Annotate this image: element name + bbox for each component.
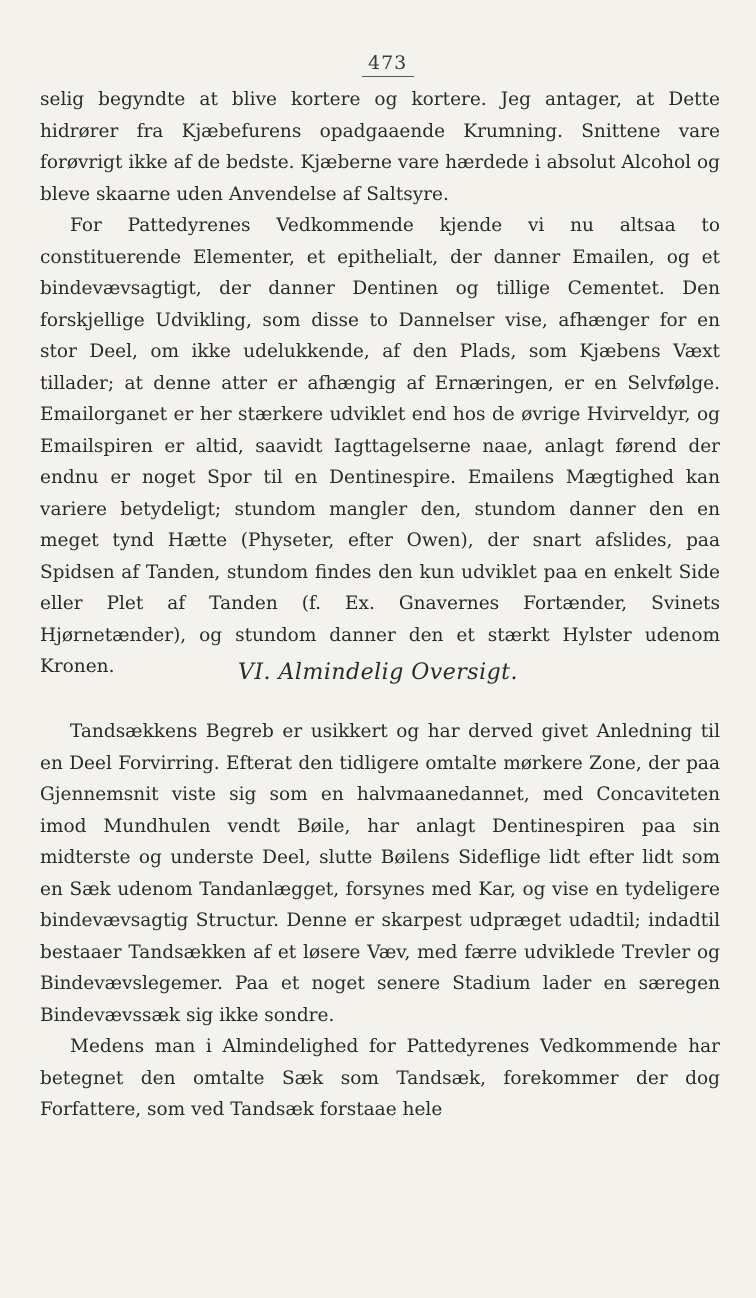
paragraph-continued: selig begyndte at blive kortere og kortere. Jeg antager, at Dette hidrører fra Kjæbefurens opadgaaende Krumning. Snittene vare forøvrigt ikke af de bedste. Kjæberne vare hærdede i absolut Alcohol og bleve skaarne uden Anvendelse af Saltsyre. <box>40 89 720 205</box>
lower-text-block <box>40 716 720 1126</box>
section-heading: VI. Almindelig Oversigt. <box>237 660 519 685</box>
paragraph-medens: Medens man i Almindelighed for Pattedyrenes Vedkommende har betegnet den omtalte Sæk som Tandsæk, forekommer der dog Forfattere, som ved Tandsæk forstaae hele <box>40 1036 720 1120</box>
paragraph-tandsaek: Tandsækkens Begreb er usikkert og har derved givet Anledning til en Deel Forvirring. Efterat den tidligere omtalte mørkere Zone, der paa Gjennemsnit viste sig som en halvmaanedannet, med Concaviteten imod Mundhulen vendt Bøile, har anlagt Dentinespiren paa sin midterste og underste Deel, slutte Bøilens Sideflige lidt efter lidt som en Sæk udenom Tandanlægget, forsynes med Kar, og vise en tydeligere bindevævsagtig Structur. Denne er skarpest udpræget udadtil; indadtil bestaaer Tandsækken af et løsere Væv, med færre udviklede Trevler og Bindevævslegemer. Paa et noget senere Stadium lader en særegen Bindevævssæk sig ikke sondre. <box>40 721 720 1026</box>
page-number-rule <box>362 76 414 77</box>
page-number: 473 <box>368 52 408 74</box>
upper-text-block <box>40 84 720 683</box>
paragraph-pattedyr: For Pattedyrenes Vedkommende kjende vi nu altsaa to constituerende Elementer, et epithelialt, der danner Emailen, og et bindevævsagtigt, der danner Dentinen og tillige Cementet. Den forskjellige Udvikling, som disse to Dannelser vise, afhænger for en stor Deel, om ikke udelukkende, af den Plads, som Kjæbens Væxt tillader; at denne atter er afhængig af Ernæringen, er en Selvfølge. Emailorganet er her stærkere udviklet end hos de øvrige Hvirveldyr, og Emailspiren er altid, saavidt Iagttagelserne naae, anlagt førend der endnu er noget Spor til en Dentinespire. Emailens Mægtighed kan variere betydeligt; stundom mangler den, stundom danner den en meget tynd Hætte (Physeter, efter Owen), der snart afslides, paa Spidsen af Tanden, stundom findes den kun udviklet paa en enkelt Side eller Plet af Tanden (f. Ex. Gnavernes Fortænder, Svinets Hjørnetænder), og stundom danner den et stærkt Hylster udenom Kronen. <box>40 215 720 677</box>
